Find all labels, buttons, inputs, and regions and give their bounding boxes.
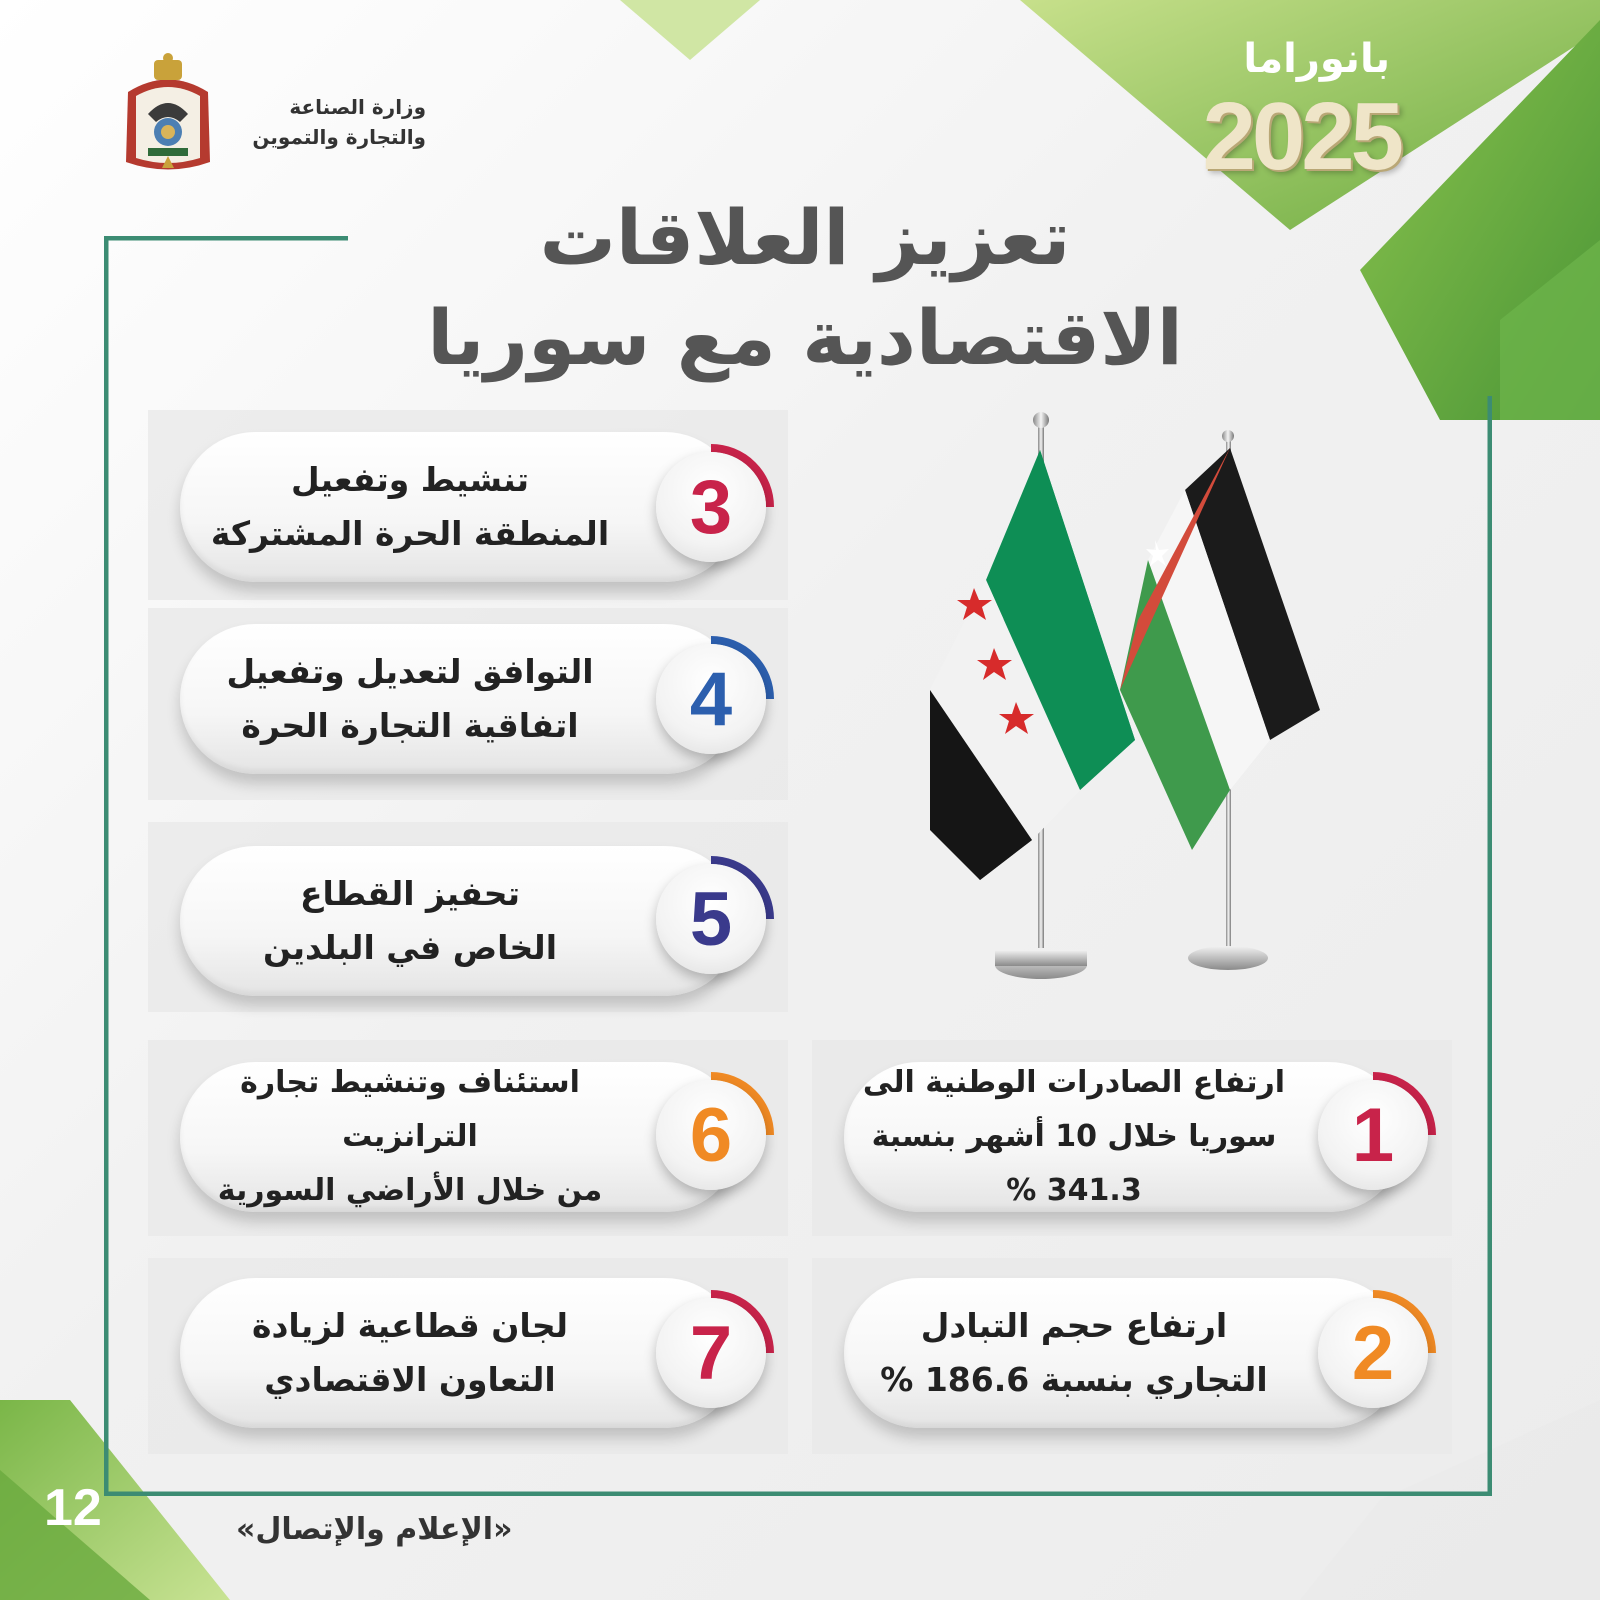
item-4-number: 4 [656,644,766,754]
item-1-text [854,1062,1294,1212]
item-1-line-2: سوريا خلال 10 أشهر بنسبة 341.3 % [871,1119,1277,1208]
ministry-line-2: والتجارة والتموين [252,125,426,149]
item-7-number: 7 [656,1298,766,1408]
item-4-line-1: التوافق لتعديل وتفعيل [226,652,594,691]
item-5-badge [648,856,774,982]
item-5-number: 5 [656,864,766,974]
item-5-text [190,846,630,996]
item-6-number: 6 [656,1080,766,1190]
item-7-badge [648,1290,774,1416]
item-7-text [190,1278,630,1428]
item-4-text [190,624,630,774]
item-2-line-2: التجاري بنسبة 186.6 % [880,1360,1268,1399]
item-4-badge [648,636,774,762]
item-1-number: 1 [1318,1080,1428,1190]
footer-department: «الإعلام والإتصال» [236,1512,513,1547]
item-3-text [190,432,630,582]
title-line-2: الاقتصادية مع سوريا [427,293,1183,382]
item-7-line-2: التعاون الاقتصادي [264,1360,556,1399]
item-7-line-1: لجان قطاعية لزيادة [252,1306,568,1345]
item-3-badge [648,444,774,570]
item-2-badge [1310,1290,1436,1416]
page-title [330,188,1280,388]
item-1-badge [1310,1072,1436,1198]
item-6-text [190,1062,630,1212]
ministry-line-1: وزارة الصناعة [289,95,426,119]
item-6-line-1: استئناف وتنشيط تجارة الترانزيت [240,1065,580,1154]
item-4-line-2: اتفاقية التجارة الحرة [241,706,579,745]
item-3-number: 3 [656,452,766,562]
item-2-number: 2 [1318,1298,1428,1408]
title-line-1: تعزيز العلاقات [539,193,1071,282]
panorama-year: 2025 [1202,83,1400,190]
item-5-line-2: الخاص في البلدين [262,928,558,967]
item-3-line-1: تنشيط وتفعيل [291,460,529,499]
item-1-line-1: ارتفاع الصادرات الوطنية الى [862,1065,1286,1100]
item-3-line-2: المنطقة الحرة المشتركة [210,514,610,553]
syria-flag-icon [930,412,1135,979]
item-2-line-1: ارتفاع حجم التبادل [920,1306,1228,1345]
jordan-flag-icon [1120,430,1320,970]
item-2-text [854,1278,1294,1428]
page-number: 12 [44,1479,102,1537]
ministry-name [236,92,426,152]
panorama-label: بانوراما [1243,36,1390,82]
item-6-badge [648,1072,774,1198]
jordan-emblem-icon [118,52,218,180]
item-5-line-1: تحفيز القطاع [300,874,520,913]
item-6-line-2: من خلال الأراضي السورية [217,1173,603,1208]
flags-illustration [930,410,1350,1010]
